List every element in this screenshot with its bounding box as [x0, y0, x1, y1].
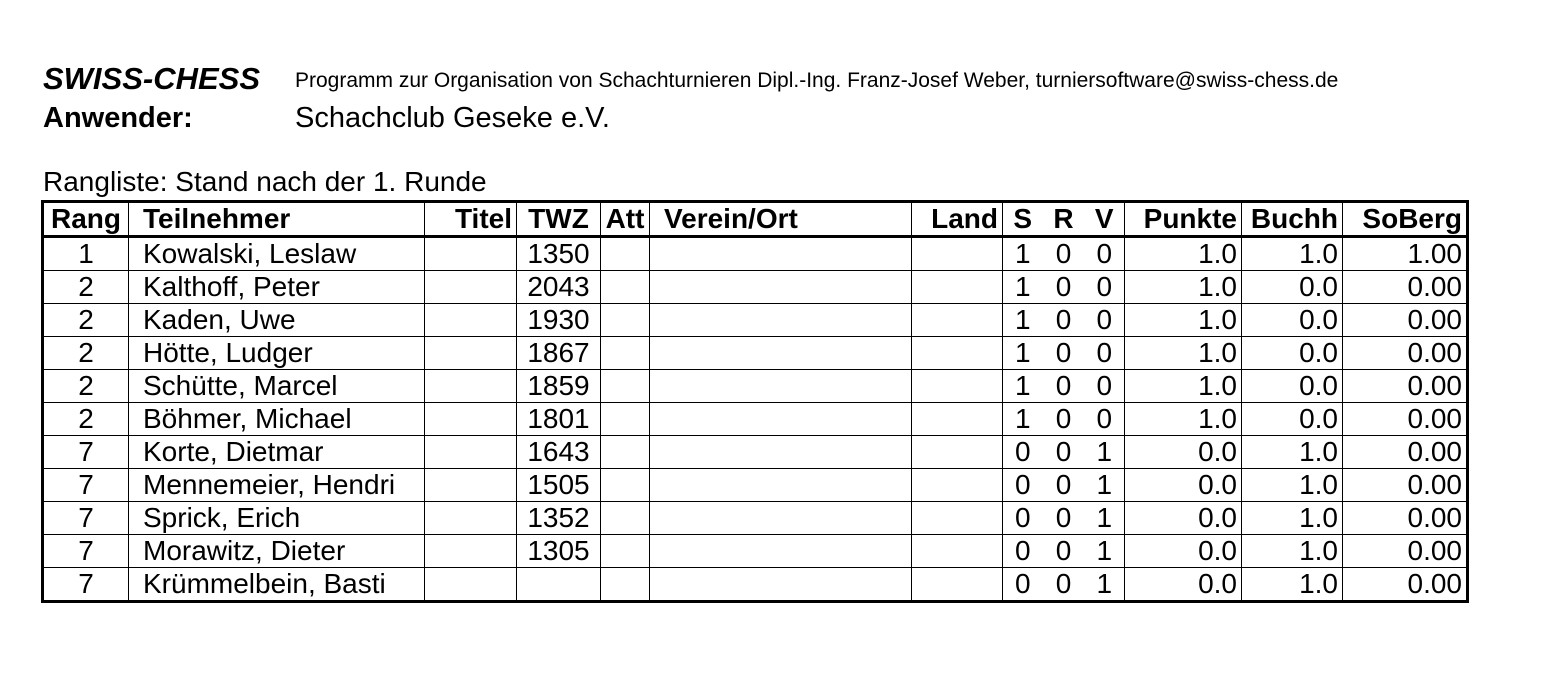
- cell-titel: [425, 370, 517, 403]
- cell-twz: 1350: [517, 237, 601, 271]
- cell-verein: [650, 469, 912, 502]
- cell-att: [601, 304, 650, 337]
- cell-name: Kowalski, Leslaw: [129, 237, 425, 271]
- cell-att: [601, 535, 650, 568]
- cell-soberg: 0.00: [1343, 469, 1468, 502]
- column-header-soberg: SoBerg: [1343, 202, 1468, 237]
- cell-punkte: 1.0: [1125, 403, 1242, 436]
- table-row: [43, 271, 1468, 304]
- cell-titel: [425, 237, 517, 271]
- cell-land: [912, 568, 1003, 602]
- cell-verein: [650, 337, 912, 370]
- column-header-land: Land: [912, 202, 1003, 237]
- cell-twz: 1930: [517, 304, 601, 337]
- cell-twz: 1643: [517, 436, 601, 469]
- cell-buchh: 1.0: [1242, 502, 1343, 535]
- cell-name: Kalthoff, Peter: [129, 271, 425, 304]
- cell-rang: 7: [43, 436, 129, 469]
- cell-rang: 2: [43, 403, 129, 436]
- cell-soberg: 1.00: [1343, 237, 1468, 271]
- table-row: [43, 535, 1468, 568]
- cell-punkte: 0.0: [1125, 469, 1242, 502]
- cell-name: Schütte, Marcel: [129, 370, 425, 403]
- cell-att: [601, 403, 650, 436]
- cell-r: 0: [1043, 271, 1085, 304]
- cell-buchh: 1.0: [1242, 535, 1343, 568]
- cell-s: 1: [1003, 304, 1043, 337]
- cell-buchh: 0.0: [1242, 403, 1343, 436]
- ranking-table: [41, 200, 1469, 603]
- cell-rang: 7: [43, 568, 129, 602]
- cell-name: Krümmelbein, Basti: [129, 568, 425, 602]
- table-row: [43, 370, 1468, 403]
- cell-titel: [425, 271, 517, 304]
- cell-att: [601, 237, 650, 271]
- cell-buchh: 0.0: [1242, 304, 1343, 337]
- column-header-verein: Verein/Ort: [650, 202, 912, 237]
- cell-buchh: 0.0: [1242, 370, 1343, 403]
- column-header-titel: Titel: [425, 202, 517, 237]
- cell-twz: 1352: [517, 502, 601, 535]
- cell-punkte: 1.0: [1125, 237, 1242, 271]
- column-header-punkte: Punkte: [1125, 202, 1242, 237]
- cell-r: 0: [1043, 403, 1085, 436]
- cell-titel: [425, 568, 517, 602]
- cell-verein: [650, 304, 912, 337]
- cell-s: 1: [1003, 337, 1043, 370]
- cell-verein: [650, 535, 912, 568]
- cell-twz: [517, 568, 601, 602]
- cell-s: 1: [1003, 403, 1043, 436]
- cell-r: 0: [1043, 337, 1085, 370]
- table-body: [43, 237, 1468, 602]
- column-header-buchh: Buchh: [1242, 202, 1343, 237]
- cell-r: 0: [1043, 469, 1085, 502]
- cell-soberg: 0.00: [1343, 337, 1468, 370]
- cell-rang: 7: [43, 502, 129, 535]
- cell-v: 0: [1085, 304, 1125, 337]
- cell-s: 1: [1003, 370, 1043, 403]
- cell-name: Hötte, Ludger: [129, 337, 425, 370]
- cell-v: 1: [1085, 568, 1125, 602]
- cell-rang: 2: [43, 337, 129, 370]
- cell-buchh: 1.0: [1242, 237, 1343, 271]
- table-row: [43, 304, 1468, 337]
- cell-s: 0: [1003, 436, 1043, 469]
- cell-r: 0: [1043, 502, 1085, 535]
- cell-s: 0: [1003, 535, 1043, 568]
- cell-land: [912, 502, 1003, 535]
- cell-s: 0: [1003, 502, 1043, 535]
- cell-verein: [650, 568, 912, 602]
- cell-v: 0: [1085, 237, 1125, 271]
- cell-r: 0: [1055, 238, 1072, 269]
- column-header-twz: TWZ: [517, 202, 601, 237]
- cell-att: [601, 436, 650, 469]
- cell-land: [912, 469, 1003, 502]
- cell-soberg: 0.00: [1343, 403, 1468, 436]
- cell-r: 0: [1043, 304, 1085, 337]
- column-header-v: V: [1085, 202, 1125, 237]
- cell-soberg: 0.00: [1343, 304, 1468, 337]
- cell-v: 1: [1085, 502, 1125, 535]
- cell-v: 1: [1085, 535, 1125, 568]
- cell-r: 0: [1043, 568, 1085, 602]
- table-row: [43, 568, 1468, 602]
- column-header-s: S: [1003, 202, 1043, 237]
- cell-punkte: 1.0: [1125, 337, 1242, 370]
- cell-att: [601, 271, 650, 304]
- cell-s: 0: [1003, 568, 1043, 602]
- cell-twz: 2043: [517, 271, 601, 304]
- cell-soberg: 0.00: [1343, 535, 1468, 568]
- cell-r: 0: [1043, 370, 1085, 403]
- cell-twz: 1801: [517, 403, 601, 436]
- cell-punkte: 0.0: [1125, 436, 1242, 469]
- cell-land: [912, 403, 1003, 436]
- table-row: [43, 436, 1468, 469]
- cell-v: 0: [1085, 337, 1125, 370]
- cell-twz: 1505: [517, 469, 601, 502]
- column-header-rang: Rang: [43, 202, 129, 237]
- table-row: [43, 469, 1468, 502]
- list-title: Rangliste: Stand nach der 1. Runde: [43, 166, 487, 197]
- cell-land: [912, 304, 1003, 337]
- cell-titel: [425, 436, 517, 469]
- table-header-row: [43, 202, 1468, 237]
- cell-buchh: 1.0: [1242, 469, 1343, 502]
- cell-name: Kaden, Uwe: [129, 304, 425, 337]
- cell-name: Korte, Dietmar: [129, 436, 425, 469]
- table-row: [43, 337, 1468, 370]
- cell-v: 0: [1085, 271, 1125, 304]
- cell-land: [912, 535, 1003, 568]
- column-header-r: R: [1043, 202, 1085, 237]
- cell-buchh: 0.0: [1242, 271, 1343, 304]
- cell-rang: 2: [43, 271, 129, 304]
- cell-land: [912, 337, 1003, 370]
- user-label: Anwender:: [43, 102, 193, 134]
- cell-verein: [650, 237, 912, 271]
- cell-rang: 7: [43, 469, 129, 502]
- cell-att: [601, 469, 650, 502]
- cell-att: [601, 370, 650, 403]
- cell-punkte: 1.0: [1125, 304, 1242, 337]
- cell-s: 0: [1003, 469, 1043, 502]
- cell-soberg: 0.00: [1343, 436, 1468, 469]
- app-description: Programm zur Organisation von Schachturnieren Dipl.-Ing. Franz-Josef Weber, turniersoftware@swiss-chess.de: [295, 69, 1339, 92]
- cell-verein: [650, 436, 912, 469]
- cell-punkte: 0.0: [1125, 568, 1242, 602]
- cell-v: 1: [1085, 436, 1125, 469]
- cell-land: [912, 370, 1003, 403]
- cell-v: 0: [1085, 403, 1125, 436]
- cell-titel: [425, 304, 517, 337]
- cell-land: [912, 237, 1003, 271]
- cell-v: 1: [1085, 469, 1125, 502]
- cell-name: Sprick, Erich: [129, 502, 425, 535]
- cell-titel: [425, 502, 517, 535]
- cell-titel: [425, 403, 517, 436]
- cell-att: [601, 568, 650, 602]
- cell-rang: 1: [43, 237, 129, 271]
- table-row: [43, 502, 1468, 535]
- cell-soberg: 0.00: [1343, 271, 1468, 304]
- cell-att: [601, 337, 650, 370]
- cell-rang: 7: [43, 535, 129, 568]
- cell-soberg: 0.00: [1343, 568, 1468, 602]
- cell-twz: 1305: [517, 535, 601, 568]
- cell-punkte: 0.0: [1125, 502, 1242, 535]
- cell-r: 0: [1043, 535, 1085, 568]
- cell-punkte: 1.0: [1125, 370, 1242, 403]
- cell-s: 1: [1003, 271, 1043, 304]
- cell-name: Mennemeier, Hendri: [129, 469, 425, 502]
- user-value: Schachclub Geseke e.V.: [295, 102, 610, 134]
- cell-rang: 2: [43, 304, 129, 337]
- cell-v: 0: [1085, 370, 1125, 403]
- cell-r: 0: [1043, 436, 1085, 469]
- cell-buchh: 1.0: [1242, 436, 1343, 469]
- cell-soberg: 0.00: [1343, 370, 1468, 403]
- app-title: SWISS-CHESS: [43, 61, 261, 96]
- cell-verein: [650, 502, 912, 535]
- cell-buchh: 0.0: [1242, 337, 1343, 370]
- cell-twz: 1867: [517, 337, 601, 370]
- cell-name: Böhmer, Michael: [129, 403, 425, 436]
- cell-s: 1: [1003, 237, 1043, 271]
- cell-punkte: 0.0: [1125, 535, 1242, 568]
- cell-land: [912, 271, 1003, 304]
- cell-att: [601, 502, 650, 535]
- cell-punkte: 1.0: [1125, 271, 1242, 304]
- cell-soberg: 0.00: [1343, 502, 1468, 535]
- cell-twz: 1859: [517, 370, 601, 403]
- cell-titel: [425, 535, 517, 568]
- cell-verein: [650, 271, 912, 304]
- cell-land: [912, 436, 1003, 469]
- cell-verein: [650, 370, 912, 403]
- cell-titel: [425, 469, 517, 502]
- column-header-teilnehmer: Teilnehmer: [129, 202, 425, 237]
- table-row: [43, 403, 1468, 436]
- cell-name: Morawitz, Dieter: [129, 535, 425, 568]
- cell-verein: [650, 403, 912, 436]
- cell-buchh: 1.0: [1242, 568, 1343, 602]
- cell-rang: 2: [43, 370, 129, 403]
- column-header-att: Att: [601, 202, 650, 237]
- table-row: [43, 237, 1468, 271]
- cell-titel: [425, 337, 517, 370]
